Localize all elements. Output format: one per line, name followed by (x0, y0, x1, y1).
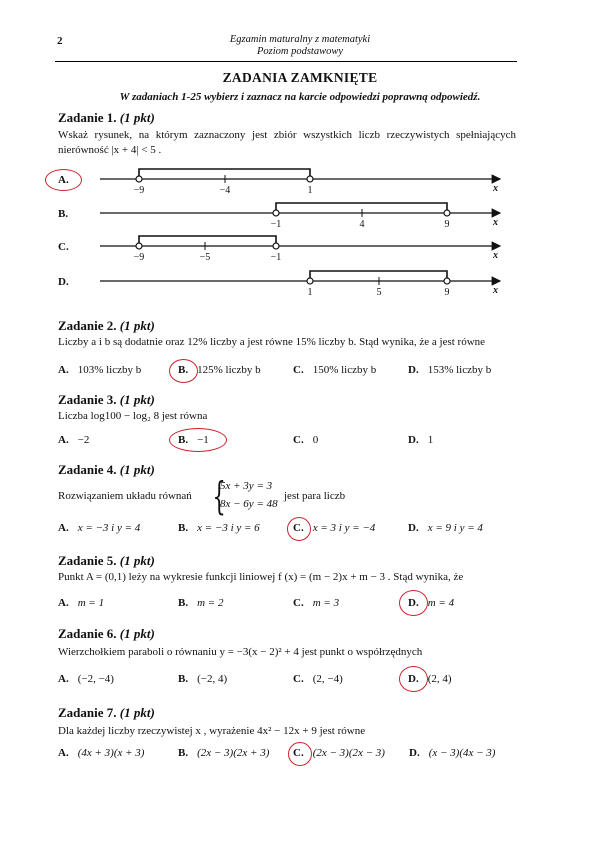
tick-label: −5 (199, 252, 211, 263)
option-a[interactable]: A. x = −3 i y = 4 (58, 522, 141, 534)
task-1-text: Wskaż rysunek, na którym zaznaczony jest zbiór wszystkich liczb rzeczywistych spełniających nierówność |x + 4| < 5 . (58, 129, 516, 156)
axis-label: x (493, 217, 498, 228)
number-line-c-letter: C. (58, 241, 69, 253)
page-number: 2 (57, 35, 63, 47)
option-a[interactable]: A. (−2, −4) (58, 673, 114, 685)
option-b[interactable]: B. (2x − 3)(2x + 3) (178, 747, 270, 759)
selected-answer-circle (399, 590, 428, 616)
section-title: ZADANIA ZAMKNIĘTE (222, 70, 378, 85)
system-equation-2: 8x − 6y = 48 (220, 498, 278, 510)
task-1-title: Zadanie 1. (1 pkt) (58, 110, 155, 125)
number-line-a-letter: A. (58, 174, 69, 186)
tick-label: 5 (376, 287, 382, 298)
task-7-title: Zadanie 7. (1 pkt) (58, 705, 155, 720)
option-c[interactable]: C. (2x − 3)(2x − 3) (293, 747, 385, 759)
system-equation-1: 5x + 3y = 3 (220, 480, 273, 492)
task-6-title: Zadanie 6. (1 pkt) (58, 626, 155, 641)
task-4-text-after: jest para liczb (284, 490, 346, 502)
tick-label: −9 (133, 252, 145, 263)
option-d[interactable]: D. 1 (408, 434, 434, 446)
number-line-b (100, 203, 500, 217)
selected-answer-circle (45, 169, 82, 191)
number-line-b-letter: B. (58, 208, 69, 220)
axis-label: x (493, 285, 498, 296)
task-4-text: Rozwiązaniem układu równań (58, 490, 192, 502)
option-d[interactable]: D. (x − 3)(4x − 3) (409, 747, 496, 759)
option-c[interactable]: C. m = 3 (293, 597, 340, 609)
option-a[interactable]: A. 103% liczby b (58, 364, 142, 376)
system-brace: { (212, 474, 226, 518)
exam-title: Egzamin maturalny z matematyki (229, 34, 371, 45)
task-2-title: Zadanie 2. (1 pkt) (58, 318, 155, 333)
number-line-d-letter: D. (58, 276, 69, 288)
option-b[interactable]: B. −1 (178, 434, 209, 446)
task-3-text: Liczba log100 − log₂ 8 jest równa (58, 410, 208, 422)
option-d[interactable]: D. (2, 4) (408, 673, 452, 685)
exam-level: Poziom podstawowy (256, 46, 344, 57)
selected-answer-circle (287, 517, 311, 541)
task-2-text: Liczby a i b są dodatnie oraz 12% liczby a jest równe 15% liczby b. Stąd wynika, że a jest równe (58, 336, 486, 348)
task-5-text: Punkt A = (0,1) leży na wykresie funkcji liniowej f (x) = (m − 2)x + m − 3 . Stąd wynika, że (58, 571, 464, 583)
option-d[interactable]: D. m = 4 (408, 597, 455, 609)
option-a[interactable]: A. −2 (58, 434, 90, 446)
tick-label: 1 (307, 287, 313, 298)
selected-answer-circle (169, 428, 227, 452)
task-6-text: Wierzchołkiem paraboli o równaniu y = −3(x − 2)² + 4 jest punkt o współrzędnych (58, 646, 423, 658)
tick-label: −1 (270, 252, 282, 263)
tick-label: −9 (133, 185, 145, 196)
task-5-title: Zadanie 5. (1 pkt) (58, 553, 155, 568)
task-4-title: Zadanie 4. (1 pkt) (58, 462, 155, 477)
selected-answer-circle (288, 742, 312, 766)
number-line-c (100, 236, 500, 250)
option-b[interactable]: B. m = 2 (178, 597, 224, 609)
task-3-title: Zadanie 3. (1 pkt) (58, 392, 155, 407)
option-d[interactable]: D. 153% liczby b (408, 364, 492, 376)
option-d[interactable]: D. x = 9 i y = 4 (408, 522, 483, 534)
tick-label: 9 (444, 219, 450, 230)
option-b[interactable]: B. x = −3 i y = 6 (178, 522, 260, 534)
tick-label: 1 (307, 185, 313, 196)
option-c[interactable]: C. (2, −4) (293, 673, 343, 685)
option-a[interactable]: A. (4x + 3)(x + 3) (58, 747, 145, 759)
axis-label: x (493, 183, 498, 194)
tick-label: −1 (270, 219, 282, 230)
tick-label: 4 (359, 219, 365, 230)
tick-label: −4 (219, 185, 231, 196)
axis-label: x (493, 250, 498, 261)
option-c[interactable]: C. 150% liczby b (293, 364, 377, 376)
selected-answer-circle (399, 666, 428, 692)
option-c[interactable]: C. x = 3 i y = −4 (293, 522, 376, 534)
selected-answer-circle (169, 359, 198, 383)
option-b[interactable]: B. (−2, 4) (178, 673, 228, 685)
option-a[interactable]: A. m = 1 (58, 597, 105, 609)
number-line-a (100, 169, 500, 183)
number-line-d (100, 271, 500, 285)
option-b[interactable]: B. 125% liczby b (178, 364, 261, 376)
task-7-text: Dla każdej liczby rzeczywistej x , wyrażenie 4x² − 12x + 9 jest równe (58, 725, 366, 737)
section-instruction: W zadaniach 1-25 wybierz i zaznacz na karcie odpowiedzi poprawną odpowiedź. (119, 91, 481, 103)
option-c[interactable]: C. 0 (293, 434, 319, 446)
tick-label: 9 (444, 287, 450, 298)
